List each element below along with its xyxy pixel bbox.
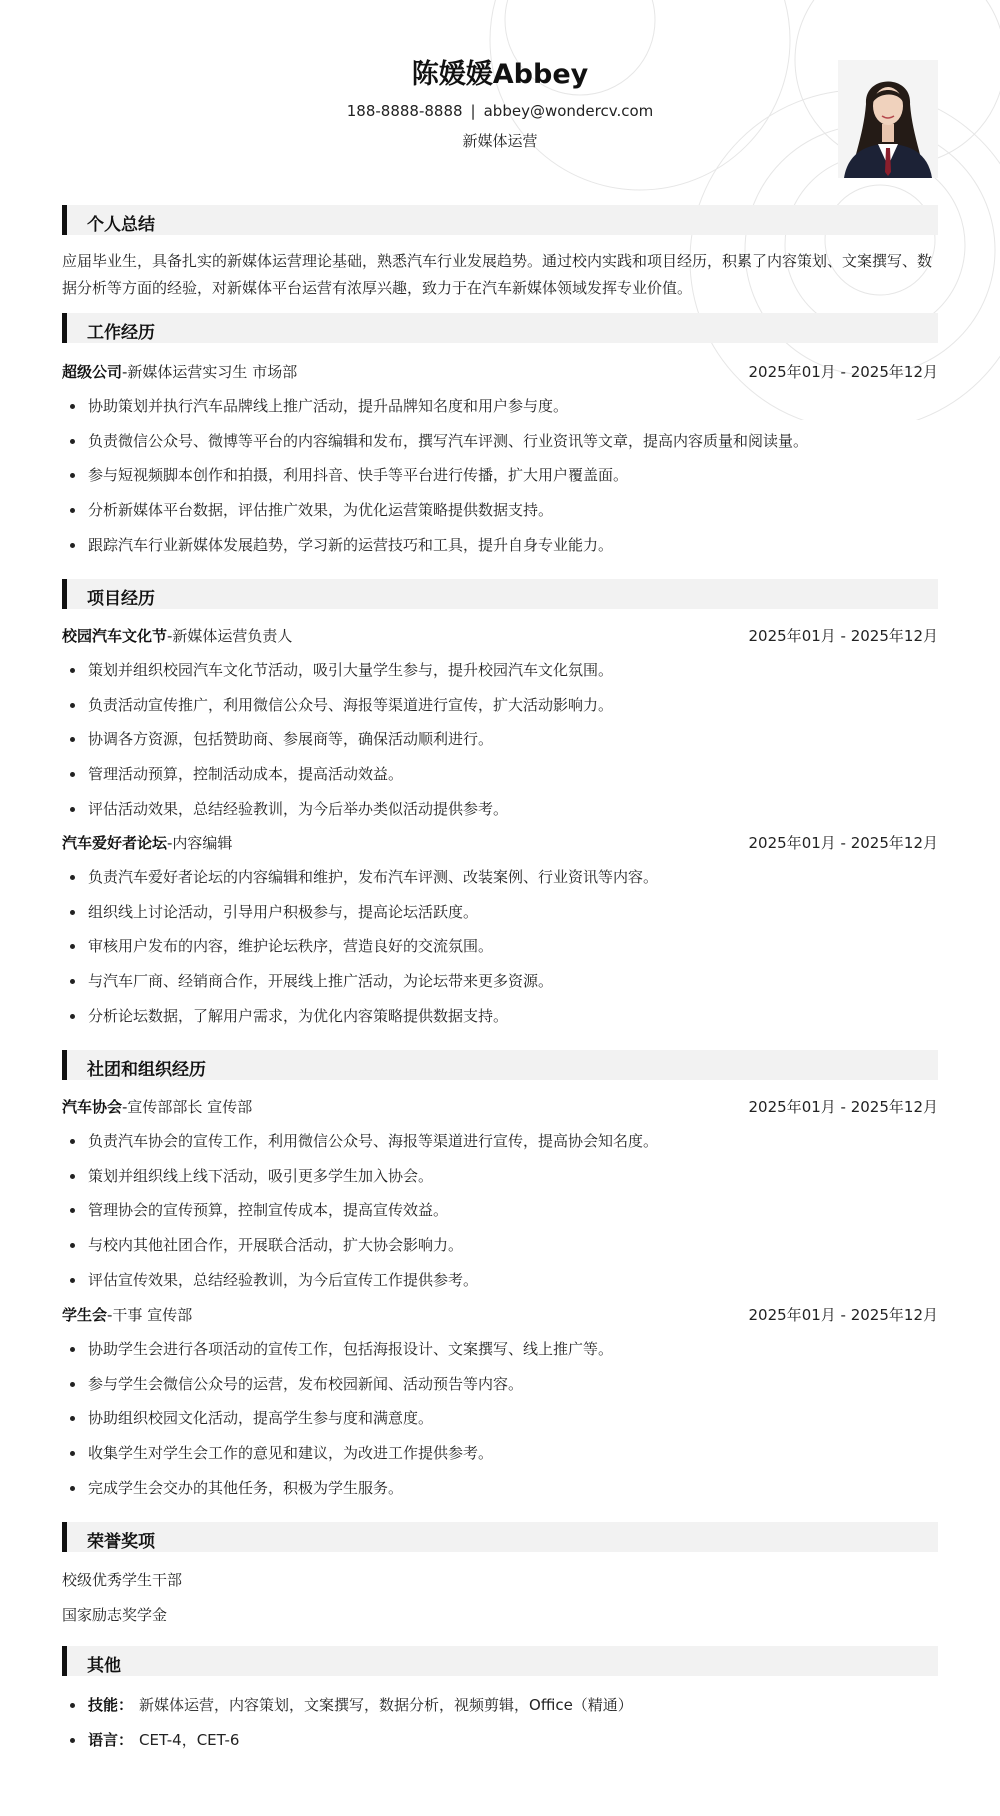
other-section-header <box>62 1646 938 1676</box>
date-range: 2025年01月 - 2025年12月 <box>748 834 938 852</box>
list-item: 评估宣传效果，总结经验教训，为今后宣传工作提供参考。 <box>62 1268 938 1303</box>
resume-page <box>62 0 938 1749</box>
other-bullets <box>62 1693 938 1762</box>
organization-name: 校园汽车文化节 <box>62 627 168 645</box>
list-item: 参与学生会微信公众号的运营，发布校园新闻、活动预告等内容。 <box>62 1372 938 1407</box>
role-title: -新媒体运营实习生 市场部 <box>122 363 298 381</box>
list-item: 分析新媒体平台数据，评估推广效果，为优化运营策略提供数据支持。 <box>62 498 938 533</box>
date-range: 2025年01月 - 2025年12月 <box>748 1306 938 1324</box>
section-accent-bar <box>62 1050 67 1080</box>
summary-section-title: 个人总结 <box>87 215 155 235</box>
candidate-name: 陈媛媛Abbey <box>411 59 589 90</box>
organization-name: 超级公司 <box>62 363 123 381</box>
list-item: 策划并组织校园汽车文化节活动，吸引大量学生参与，提升校园汽车文化氛围。 <box>62 658 938 693</box>
club-entry-header <box>62 1304 938 1328</box>
club-entry-header <box>62 1096 938 1120</box>
clubs-section-header <box>62 1050 938 1080</box>
honors-section-header <box>62 1522 938 1552</box>
resume-header <box>62 0 938 190</box>
clubs-section-title: 社团和组织经历 <box>87 1060 206 1080</box>
item-key: 语言： <box>88 1730 134 1749</box>
contact-separator: | <box>470 102 476 120</box>
list-item: 协助组织校园文化活动，提高学生参与度和满意度。 <box>62 1406 938 1441</box>
club-entry-bullets <box>62 1129 938 1302</box>
section-accent-bar <box>62 579 67 609</box>
honors-section-title: 荣誉奖项 <box>87 1532 155 1552</box>
summary-text: 应届毕业生，具备扎实的新媒体运营理论基础，熟悉汽车行业发展趋势。通过校内实践和项目经历，积累了内容策划、文案撰写、数据分析等方面的经验，对新媒体平台运营有浓厚兴趣，致力于在汽车新媒体领域发挥专业价值。 <box>62 252 933 297</box>
skills-item <box>62 1693 938 1728</box>
list-item: 协助学生会进行各项活动的宣传工作，包括海报设计、文案撰写、线上推广等。 <box>62 1337 938 1372</box>
list-item: 协助策划并执行汽车品牌线上推广活动，提升品牌知名度和用户参与度。 <box>62 394 938 429</box>
list-item: 收集学生对学生会工作的意见和建议，为改进工作提供参考。 <box>62 1441 938 1476</box>
list-item: 管理活动预算，控制活动成本，提高活动效益。 <box>62 762 938 797</box>
list-item: 评估活动效果，总结经验教训，为今后举办类似活动提供参考。 <box>62 797 938 832</box>
phone-number: 188-8888-8888 <box>346 102 463 120</box>
list-item: 审核用户发布的内容，维护论坛秩序，营造良好的交流氛围。 <box>62 934 938 969</box>
organization-name: 学生会 <box>62 1306 108 1324</box>
role-title: -宣传部部长 宣传部 <box>122 1098 253 1116</box>
list-item: 负责汽车爱好者论坛的内容编辑和维护，发布汽车评测、改装案例、行业资讯等内容。 <box>62 865 938 900</box>
date-range: 2025年01月 - 2025年12月 <box>748 1098 938 1116</box>
organization-name: 汽车爱好者论坛 <box>62 834 168 852</box>
work-section-title: 工作经历 <box>87 323 155 343</box>
work-section-header <box>62 313 938 343</box>
list-item: 跟踪汽车行业新媒体发展趋势，学习新的运营技巧和工具，提升自身专业能力。 <box>62 533 938 568</box>
project-entry-header <box>62 625 938 649</box>
role-title: -内容编辑 <box>167 834 233 852</box>
date-range: 2025年01月 - 2025年12月 <box>748 363 938 381</box>
list-item: 与校内其他社团合作，开展联合活动，扩大协会影响力。 <box>62 1233 938 1268</box>
languages-item <box>62 1728 938 1763</box>
section-accent-bar <box>62 1646 67 1676</box>
list-item: 负责微信公众号、微博等平台的内容编辑和发布，撰写汽车评测、行业资讯等文章，提高内容质量和阅读量。 <box>62 429 938 464</box>
section-accent-bar <box>62 313 67 343</box>
projects-section-title: 项目经历 <box>87 589 155 609</box>
work-entry-header <box>62 361 938 385</box>
list-item: 负责汽车协会的宣传工作，利用微信公众号、海报等渠道进行宣传，提高协会知名度。 <box>62 1129 938 1164</box>
list-item: 分析论坛数据，了解用户需求，为优化内容策略提供数据支持。 <box>62 1004 938 1039</box>
list-item: 组织线上讨论活动，引导用户积极参与，提高论坛活跃度。 <box>62 900 938 935</box>
honor-item: 国家励志奖学金 <box>62 1606 168 1624</box>
list-item: 策划并组织线上线下活动，吸引更多学生加入协会。 <box>62 1164 938 1199</box>
email-address: abbey@wondercv.com <box>483 102 654 120</box>
item-value: CET-4，CET-6 <box>139 1730 240 1749</box>
work-entry-bullets <box>62 394 938 567</box>
project-entry-bullets <box>62 865 938 1038</box>
summary-section-header <box>62 205 938 235</box>
section-accent-bar <box>62 1522 67 1552</box>
project-entry-bullets <box>62 658 938 831</box>
list-item: 协调各方资源，包括赞助商、参展商等，确保活动顺利进行。 <box>62 727 938 762</box>
profile-photo <box>838 60 938 178</box>
list-item: 完成学生会交办的其他任务，积极为学生服务。 <box>62 1476 938 1511</box>
item-value: 新媒体运营，内容策划，文案撰写，数据分析，视频剪辑，Office（精通） <box>139 1696 633 1714</box>
honor-item: 校级优秀学生干部 <box>62 1571 183 1589</box>
section-accent-bar <box>62 205 67 235</box>
role-title: -干事 宣传部 <box>107 1306 193 1324</box>
project-entry-header <box>62 832 938 856</box>
list-item: 与汽车厂商、经销商合作，开展线上推广活动，为论坛带来更多资源。 <box>62 969 938 1004</box>
list-item: 负责活动宣传推广，利用微信公众号、海报等渠道进行宣传，扩大活动影响力。 <box>62 693 938 728</box>
role-title: -新媒体运营负责人 <box>167 627 293 645</box>
contact-line <box>62 102 938 120</box>
job-title: 新媒体运营 <box>462 132 538 150</box>
date-range: 2025年01月 - 2025年12月 <box>748 627 938 645</box>
club-entry-bullets <box>62 1337 938 1510</box>
list-item: 管理协会的宣传预算，控制宣传成本，提高宣传效益。 <box>62 1198 938 1233</box>
item-key: 技能： <box>88 1696 134 1714</box>
organization-name: 汽车协会 <box>62 1098 123 1116</box>
other-section-title: 其他 <box>87 1656 121 1676</box>
list-item: 参与短视频脚本创作和拍摄，利用抖音、快手等平台进行传播，扩大用户覆盖面。 <box>62 463 938 498</box>
projects-section-header <box>62 579 938 609</box>
